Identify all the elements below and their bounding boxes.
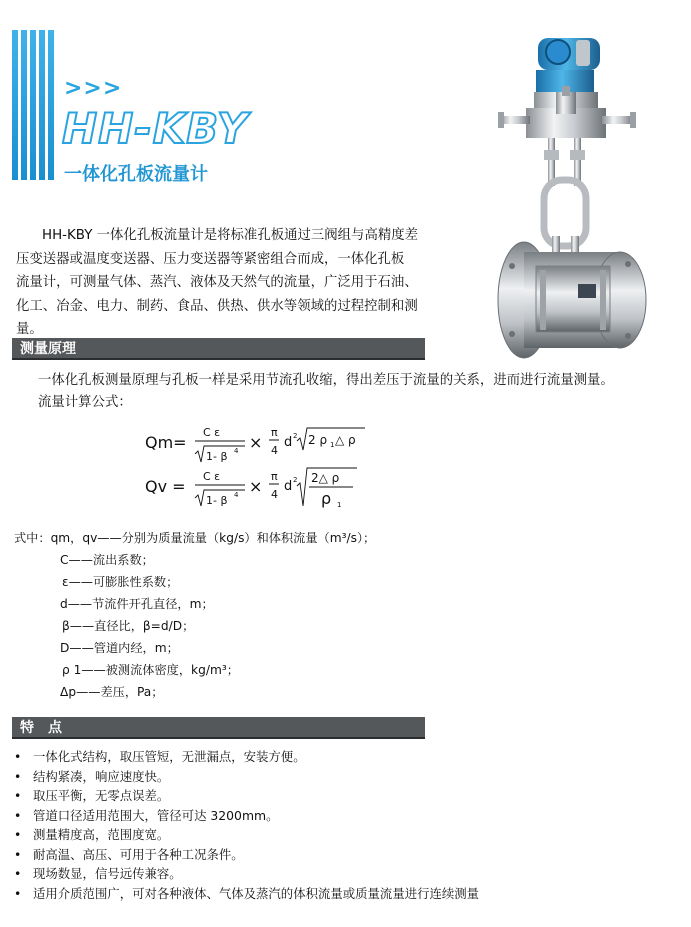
bullet-icon: • — [14, 749, 22, 764]
qv-root-num: 2△ ρ — [311, 471, 340, 485]
list-item: • 结构紧凑，响应速度快。 — [14, 767, 479, 787]
list-item: • 耐高温、高压、可用于各种工况条件。 — [14, 845, 479, 865]
list-item: • 现场数显，信号远传兼容。 — [14, 864, 479, 884]
pi-num: π — [271, 426, 278, 439]
list-item: • 一体化式结构，取压管短，无泄漏点，安装方便。 — [14, 747, 479, 767]
intro-line: 压变送器或温度变送器、压力变送器等紧密组合而成，一体化孔板 — [16, 251, 405, 267]
qm-root-sub: 1 — [330, 441, 335, 449]
variable-row — [14, 527, 375, 549]
times-sign: × — [249, 477, 263, 496]
principle-description: 一体化孔板测量原理与孔板一样是采用节流孔收缩，得出差压于流量的关系，进而进行流量测量。 — [38, 373, 614, 388]
qv-root-den: ρ — [321, 489, 332, 508]
qm-root-a: 2 ρ — [308, 433, 328, 447]
qv-root-den-sub: 1 — [337, 501, 342, 509]
den-exp: 4 — [234, 447, 239, 455]
flowmeter-product-image — [478, 30, 663, 379]
decorative-stripes — [12, 30, 54, 180]
variable-row: ρ 1——被测流体密度，kg/m³； — [62, 663, 239, 677]
variable-definitions — [14, 527, 375, 703]
pi-den: 4 — [271, 444, 278, 457]
chevron-decoration: >>> — [64, 76, 123, 101]
pi-num: π — [271, 470, 278, 483]
qv-lhs: Qv = — [145, 477, 186, 496]
bullet-icon: • — [14, 885, 22, 901]
den-exp: 4 — [234, 491, 239, 499]
qm-lhs: Qm= — [145, 433, 187, 452]
formula-qv — [145, 466, 445, 512]
variable-row: D——管道内经，m； — [60, 641, 179, 655]
intro-line: 流量计，可测量气体、蒸汽、液体及天然气的流量，广泛用于石油、 — [16, 275, 418, 290]
section-header-features: 特 点 — [12, 717, 425, 739]
variable-prefix: 式中： — [14, 531, 51, 545]
d-exp: 2 — [293, 476, 298, 484]
list-item: • 测量精度高，范围度宽。 — [14, 825, 479, 845]
pi-den: 4 — [271, 488, 278, 501]
list-item: • 适用介质范围广，可对各种液体、气体及蒸汽的体积流量或质量流量进行连续测量 — [14, 884, 479, 904]
bullet-icon: • — [14, 866, 22, 881]
product-model-title: HH-KBY — [62, 104, 249, 153]
d-symbol: d — [284, 435, 293, 450]
bullet-icon: • — [14, 827, 22, 842]
section-header-principle: 测量原理 — [12, 338, 425, 360]
list-item: • 管道口径适用范围大，管径可达 3200mm。 — [14, 806, 479, 826]
list-item: • 取压平衡，无零点误差。 — [14, 786, 479, 806]
intro-paragraph — [16, 224, 426, 342]
variable-row: C——流出系数； — [60, 553, 154, 567]
principle-text — [38, 370, 678, 414]
num-text: C ε — [203, 470, 221, 483]
product-subtitle: 一体化孔板流量计 — [64, 164, 208, 185]
variable-row: ε——可膨胀性系数； — [62, 575, 179, 589]
num-text: C ε — [203, 426, 221, 439]
times-sign: × — [249, 433, 263, 452]
den-text: 1- β — [206, 494, 228, 507]
bullet-icon: • — [14, 788, 22, 803]
formula-qm — [145, 420, 445, 466]
intro-line: HH-KBY 一体化孔板流量计是将标准孔板通过三阀组与高精度差 — [42, 228, 419, 243]
d-exp: 2 — [293, 432, 298, 440]
features-list — [14, 747, 479, 903]
bullet-icon: • — [14, 846, 22, 862]
bullet-icon: • — [14, 807, 22, 823]
qm-root-b: △ ρ — [335, 433, 356, 447]
variable-text: qm，qv——分别为质量流量（kg/s）和体积流量（m³/s）； — [50, 531, 376, 545]
variable-row: β——直径比，β=d/D； — [62, 619, 195, 633]
intro-line: 化工、冶金、电力、制药、食品、供热、供水等领域的过程控制和测量。 — [16, 298, 418, 337]
d-symbol: d — [284, 479, 293, 494]
variable-row: Δp——差压，Pa； — [60, 685, 164, 699]
variable-row: d——节流件开孔直径，m； — [60, 597, 214, 611]
den-text: 1- β — [206, 450, 228, 463]
formula-label: 流量计算公式： — [38, 395, 132, 410]
bullet-icon: • — [14, 768, 22, 784]
